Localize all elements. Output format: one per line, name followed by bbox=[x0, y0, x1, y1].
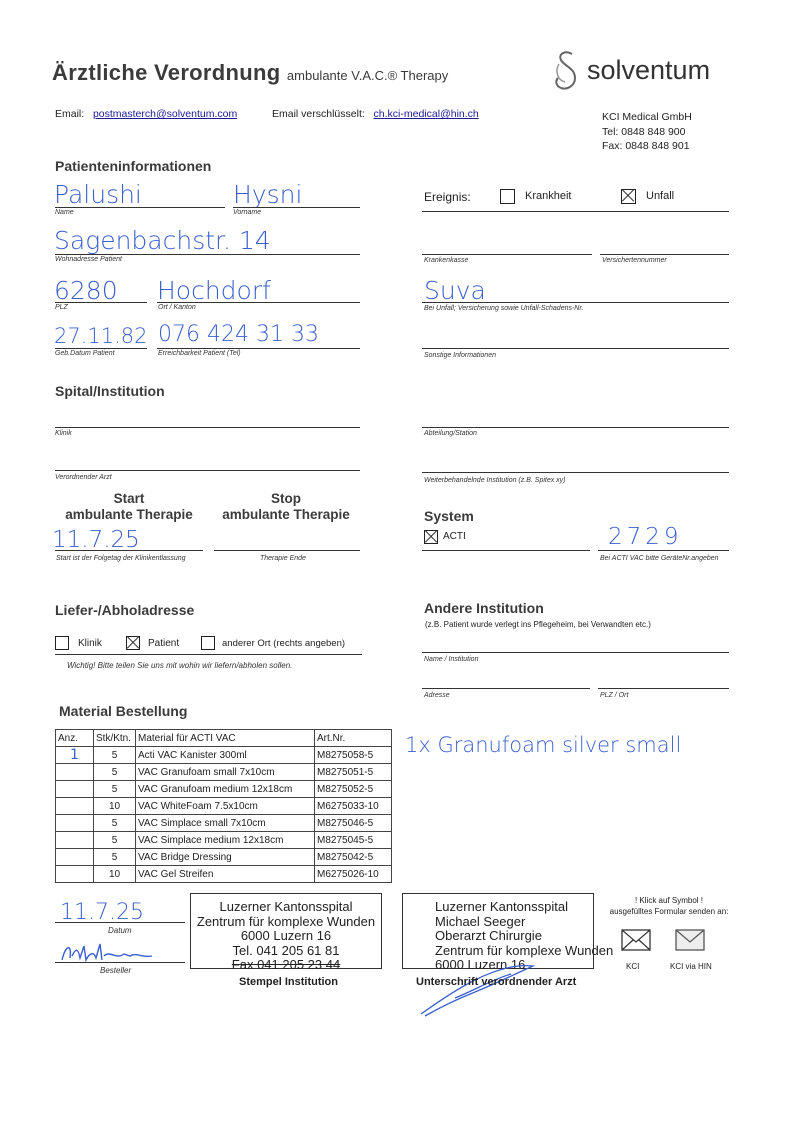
row-qty[interactable] bbox=[56, 781, 94, 798]
other-institution-plz-label: PLZ / Ort bbox=[600, 692, 629, 699]
delivery-other-checkbox[interactable] bbox=[201, 636, 215, 650]
department-label: Abteilung/Station bbox=[424, 430, 477, 437]
patient-firstname-value[interactable]: Hysni bbox=[233, 180, 303, 209]
patient-address-value[interactable]: Sagenbachstr. 14 bbox=[54, 226, 271, 255]
row-pack: 5 bbox=[94, 849, 136, 866]
material-handwritten-note: 1x Granufoam silver small bbox=[405, 733, 682, 757]
row-material: Acti VAC Kanister 300ml bbox=[136, 747, 315, 764]
illness-checkbox[interactable] bbox=[500, 189, 515, 204]
table-row bbox=[56, 798, 392, 815]
row-material: VAC Granufoam small 7x10cm bbox=[136, 764, 315, 781]
send-hin-mail-icon[interactable] bbox=[675, 927, 705, 953]
col-pack: Stk/Ktn. bbox=[94, 730, 136, 747]
doctor-stamp: Luzerner Kantonsspital Michael Seeger Oberarzt Chirurgie Zentrum für komplexe Wunden 6000 Luzern 16 bbox=[402, 893, 594, 969]
row-qty[interactable] bbox=[56, 849, 94, 866]
order-date-value[interactable]: 11.7.25 bbox=[60, 900, 144, 925]
row-material: VAC Granufoam medium 12x18cm bbox=[136, 781, 315, 798]
col-qty: Anz. bbox=[56, 730, 94, 747]
delivery-clinic-label: Klinik bbox=[78, 638, 102, 649]
hospital-section-title: Spital/Institution bbox=[55, 383, 165, 399]
form-title: Ärztliche Verordnung ambulante V.A.C.® Therapy bbox=[52, 60, 449, 85]
system-section-title: System bbox=[424, 508, 474, 524]
patient-phone-value[interactable]: 076 424 31 33 bbox=[158, 322, 319, 347]
send-kci-label: KCI bbox=[626, 962, 640, 971]
clinic-label: Klinik bbox=[55, 430, 72, 437]
row-material: VAC Bridge Dressing bbox=[136, 849, 315, 866]
row-article: M8275042-5 bbox=[315, 849, 392, 866]
delivery-section-title: Liefer-/Abholadresse bbox=[55, 602, 195, 618]
stamp-label: Stempel Institution bbox=[239, 976, 338, 988]
table-row bbox=[56, 832, 392, 849]
table-row bbox=[56, 815, 392, 832]
row-qty[interactable]: 1 bbox=[56, 747, 94, 764]
company-contact: KCI Medical GmbH Tel: 0848 848 900 Fax: 0848 848 901 bbox=[602, 111, 692, 152]
email-link[interactable]: postmasterch@solventum.com bbox=[92, 108, 238, 120]
row-article: M8275045-5 bbox=[315, 832, 392, 849]
row-material: VAC Gel Streifen bbox=[136, 866, 315, 883]
delivery-patient-label: Patient bbox=[148, 638, 180, 649]
send-instructions: ! Klick auf Symbol ! ausgefülltes Formular senden an: bbox=[609, 896, 729, 916]
phone-label: Erreichbarkeit Patient (Tel) bbox=[158, 350, 241, 357]
row-article: M8275046-5 bbox=[315, 815, 392, 832]
firstname-label: Vorname bbox=[233, 209, 262, 216]
row-qty[interactable] bbox=[56, 832, 94, 849]
illness-label: Krankheit bbox=[525, 190, 572, 202]
therapy-start-heading: Start ambulante Therapie bbox=[65, 491, 193, 522]
address-label: Wohnadresse Patient bbox=[55, 256, 122, 263]
col-article: Art.Nr. bbox=[315, 730, 392, 747]
accident-checkbox[interactable] bbox=[621, 189, 636, 204]
encrypted-email-row: Email verschlüsselt: ch.kci-medical@hin.ch bbox=[272, 108, 479, 120]
row-pack: 10 bbox=[94, 866, 136, 883]
table-row bbox=[56, 747, 392, 764]
other-info-label: Sonstige Informationen bbox=[424, 352, 496, 359]
event-label: Ereignis: bbox=[424, 190, 471, 204]
material-table-header bbox=[56, 730, 392, 747]
solventum-logo-icon bbox=[553, 50, 579, 92]
row-pack: 5 bbox=[94, 781, 136, 798]
other-institution-title: Andere Institution bbox=[424, 600, 544, 616]
row-article: M6275033-10 bbox=[315, 798, 392, 815]
acti-checkbox[interactable] bbox=[424, 530, 438, 544]
row-qty[interactable] bbox=[56, 815, 94, 832]
row-article: M8275051-5 bbox=[315, 764, 392, 781]
email-row: Email: postmasterch@solventum.com bbox=[55, 108, 238, 120]
therapy-start-caption: Start ist der Folgetag der Klinikentlassung bbox=[56, 555, 186, 562]
row-material: VAC WhiteFoam 7.5x10cm bbox=[136, 798, 315, 815]
other-institution-name-label: Name / Institution bbox=[424, 656, 479, 663]
delivery-note: Wichtig! Bitte teilen Sie uns mit wohin wir liefern/abholen sollen. bbox=[67, 661, 293, 670]
other-institution-address-label: Adresse bbox=[424, 692, 450, 699]
material-table bbox=[55, 729, 392, 883]
orderer-label: Besteller bbox=[100, 966, 132, 975]
material-section-title: Material Bestellung bbox=[59, 703, 188, 719]
row-pack: 5 bbox=[94, 747, 136, 764]
col-material: Material für ACTI VAC bbox=[136, 730, 315, 747]
row-pack: 10 bbox=[94, 798, 136, 815]
doctor-signature bbox=[415, 960, 545, 1020]
patient-plz-value[interactable]: 6280 bbox=[54, 276, 118, 305]
accident-insurance-label: Bei Unfall; Versicherung sowie Unfall-Schadens-Nr. bbox=[424, 305, 584, 312]
row-article: M8275052-5 bbox=[315, 781, 392, 798]
brand-name: solventum bbox=[587, 55, 711, 85]
row-pack: 5 bbox=[94, 764, 136, 781]
accident-label: Unfall bbox=[646, 190, 675, 202]
other-institution-note: (z.B. Patient wurde verlegt ins Pflegeheim, bei Verwandten etc.) bbox=[425, 620, 651, 629]
signature-label: Unterschrift verordnender Arzt bbox=[416, 976, 577, 988]
row-pack: 5 bbox=[94, 832, 136, 849]
patient-dob-value[interactable]: 27.11.82 bbox=[54, 324, 148, 348]
plz-label: PLZ bbox=[55, 304, 68, 311]
row-material: VAC Simplace medium 12x18cm bbox=[136, 832, 315, 849]
accident-insurance-value[interactable]: Suva bbox=[424, 276, 486, 305]
device-number-value[interactable]: 2729 bbox=[608, 524, 683, 550]
send-hin-label: KCI via HIN bbox=[670, 962, 712, 971]
delivery-other-label: anderer Ort (rechts angeben) bbox=[222, 638, 346, 649]
name-label: Name bbox=[55, 209, 74, 216]
therapy-start-value[interactable]: 11.7.25 bbox=[52, 527, 140, 553]
device-number-caption: Bei ACTI VAC bitte GeräteNr.angeben bbox=[600, 555, 719, 562]
institution-stamp: Luzerner Kantonsspital Zentrum für komplexe Wunden 6000 Luzern 16 Tel. 041 205 61 81 Fax 041 205 23 44 bbox=[190, 893, 382, 969]
insured-number-label: Versichertennummer bbox=[602, 257, 667, 264]
followup-institution-label: Weiterbehandelnde Institution (z.B. Spitex xy) bbox=[424, 477, 566, 484]
row-article: M8275058-5 bbox=[315, 747, 392, 764]
patient-section-title: Patienteninformationen bbox=[55, 158, 212, 174]
table-row bbox=[56, 849, 392, 866]
dob-label: Geb.Datum Patient bbox=[55, 350, 115, 357]
table-row bbox=[56, 866, 392, 883]
row-material: VAC Simplace small 7x10cm bbox=[136, 815, 315, 832]
date-label: Datum bbox=[108, 926, 132, 935]
delivery-clinic-checkbox[interactable] bbox=[55, 636, 69, 650]
row-qty[interactable] bbox=[56, 798, 94, 815]
send-kci-mail-icon[interactable] bbox=[621, 927, 651, 953]
patient-city-value[interactable]: Hochdorf bbox=[157, 276, 271, 305]
therapy-end-caption: Therapie Ende bbox=[260, 555, 306, 562]
encrypted-email-link[interactable]: ch.kci-medical@hin.ch bbox=[373, 108, 479, 120]
row-qty[interactable] bbox=[56, 764, 94, 781]
row-article: M6275026-10 bbox=[315, 866, 392, 883]
acti-label: ACTI bbox=[443, 531, 466, 542]
row-pack: 5 bbox=[94, 815, 136, 832]
insurance-label: Krankenkasse bbox=[424, 257, 469, 264]
row-qty[interactable] bbox=[56, 866, 94, 883]
delivery-patient-checkbox[interactable] bbox=[126, 636, 140, 650]
city-label: Ort / Kanton bbox=[158, 304, 196, 311]
prescribing-doctor-label: Verordnender Arzt bbox=[55, 474, 112, 481]
therapy-stop-heading: Stop ambulante Therapie bbox=[222, 491, 350, 522]
patient-name-value[interactable]: Palushi bbox=[54, 180, 142, 209]
table-row bbox=[56, 781, 392, 798]
table-row bbox=[56, 764, 392, 781]
